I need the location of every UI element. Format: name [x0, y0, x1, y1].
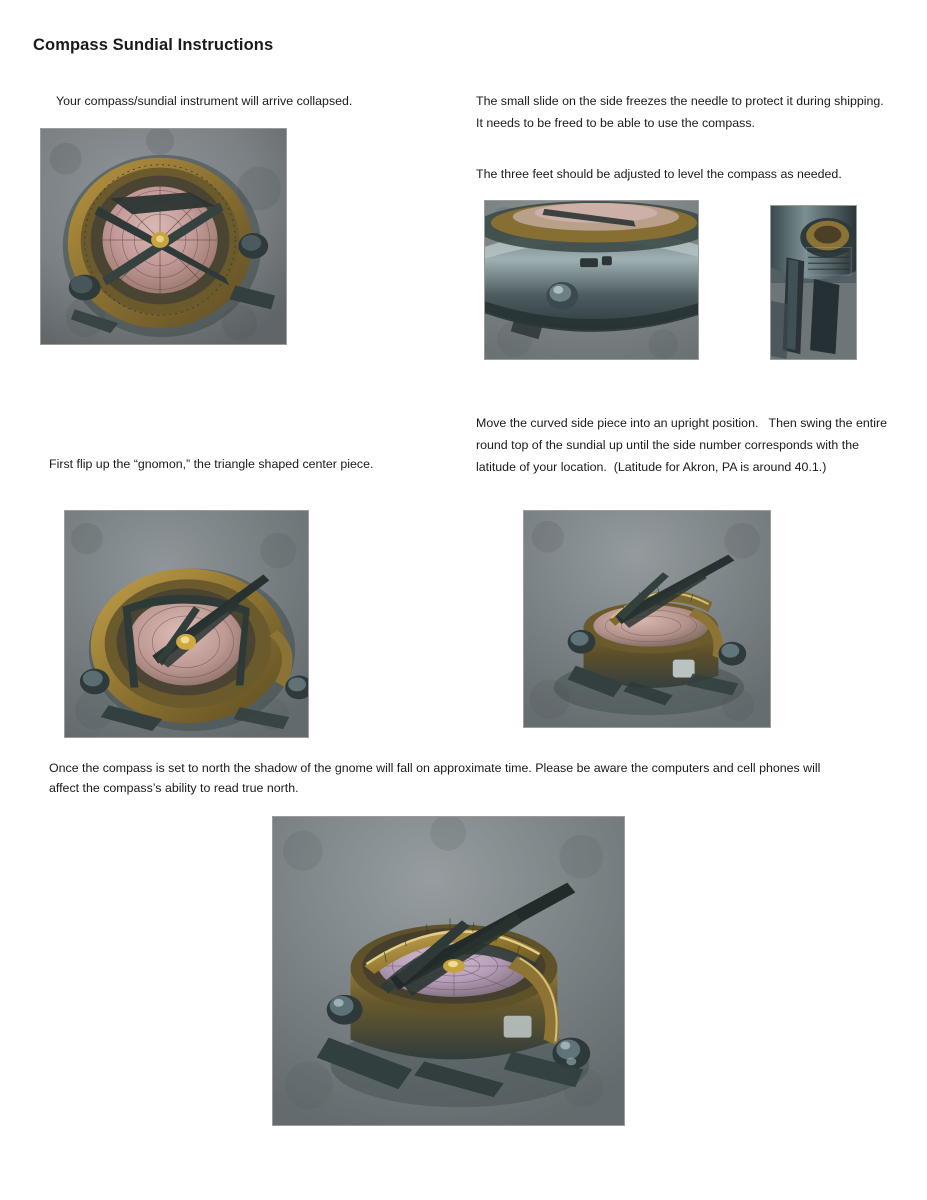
paragraph-north: Once the compass is set to north the shadow of the gnome will fall on approximate time. Please be aware the computers and cell phones will affect the compass’s ability to read true north. — [49, 761, 824, 796]
photo-sundial-set-to-north — [272, 816, 625, 1126]
paragraph-arrive: Your compass/sundial instrument will arrive collapsed. — [56, 94, 353, 108]
photo-side-slide-closeup — [484, 200, 699, 360]
paragraph-gnomon: First flip up the “gnomon,” the triangle shaped center piece. — [49, 457, 374, 471]
photo-sundial-tilted-latitude — [523, 510, 771, 728]
photo-adjustable-foot-closeup — [770, 205, 857, 360]
photo-gnomon-flipped-up — [64, 510, 309, 738]
page-title: Compass Sundial Instructions — [33, 36, 274, 54]
paragraph-slide: The small slide on the side freezes the needle to protect it during shipping. It needs to be freed to be able to use the compass. — [476, 94, 891, 131]
photo-collapsed-compass — [40, 128, 287, 345]
paragraph-feet: The three feet should be adjusted to level the compass as needed. — [476, 167, 842, 181]
paragraph-curved: Move the curved side piece into an upright position. Then swing the entire round top of the sundial up until the side number corresponds with the latitude of your location. (Latitude for Akron, PA is around 40.1.) — [476, 416, 891, 475]
